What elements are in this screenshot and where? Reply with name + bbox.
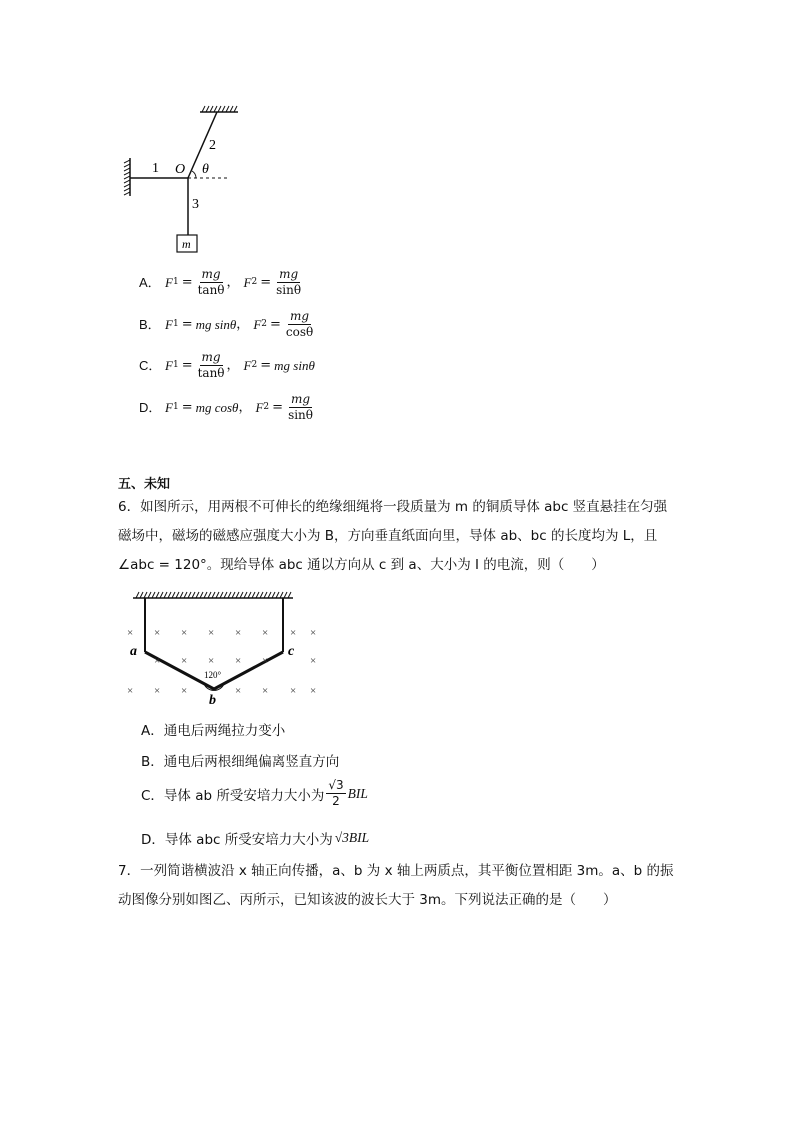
field-cross-mark: × (181, 685, 188, 697)
field-cross-mark: × (154, 655, 161, 667)
q5-option-d[interactable]: D． F 1 = mg cosθ ， F 2 = $\frac{mg}{\sin\theta}$ (139, 392, 314, 423)
hatch-mark (180, 592, 183, 598)
fig2-label-b: b (209, 693, 216, 708)
hatch-mark (224, 592, 227, 598)
fig1-label-m: m (182, 237, 191, 251)
hatch-mark (260, 592, 263, 598)
field-cross-mark: × (208, 627, 215, 639)
hatch-mark (248, 592, 251, 598)
hatch-mark (200, 592, 203, 598)
fig1-label-3: 3 (192, 197, 199, 212)
hatch-mark (192, 592, 195, 598)
hatch-mark (216, 592, 219, 598)
field-cross-mark: × (262, 685, 269, 697)
fig1-label-theta: θ (202, 162, 209, 177)
q5-d-frac-2: $\frac{mg}{\sin\theta}$ (288, 392, 314, 423)
hatch-mark (152, 592, 155, 598)
fig1-label-1: 1 (152, 161, 159, 176)
field-cross-mark: × (290, 627, 297, 639)
figure-string-mass (120, 100, 250, 260)
hatch-mark (256, 592, 259, 598)
q6-line-2: 磁场中，磁场的磁感应强度大小为 B，方向垂直纸面向里，导体 ab、bc 的长度均为 L，且 (118, 528, 658, 544)
hatch-mark (168, 592, 171, 598)
hatch-mark (276, 592, 279, 598)
hatch-mark (232, 592, 235, 598)
q6-option-d[interactable]: D．导体 abc 所受安培力大小为 √3BIL (141, 830, 370, 848)
hatch-mark (156, 592, 159, 598)
hatch-mark (172, 592, 175, 598)
hatch-mark (136, 592, 139, 598)
hatch-mark (196, 592, 199, 598)
field-cross-mark: × (181, 655, 188, 667)
q5-c-frac-1: $\frac{mg}{\tan\theta}$ (197, 350, 225, 381)
fig2-label-a: a (130, 644, 137, 659)
hatch-mark (280, 592, 283, 598)
q6-option-a[interactable]: A．通电后两绳拉力变小 (141, 723, 286, 739)
fig2-angle-label: 120° (204, 670, 222, 680)
q6-option-b[interactable]: B．通电后两根细绳偏离竖直方向 (141, 754, 340, 770)
hatch-mark (160, 592, 163, 598)
hatch-mark (208, 592, 211, 598)
q5-a-frac-2: $\frac{mg}{\sin\theta}$ (276, 267, 302, 298)
hatch-mark (252, 592, 255, 598)
q7-line-1: 7．一列简谐横波沿 x 轴正向传播，a、b 为 x 轴上两质点，其平衡位置相距 3m。a、b 的振 (118, 863, 674, 879)
hatch-mark (236, 592, 239, 598)
field-cross-mark: × (262, 627, 269, 639)
field-cross-mark: × (310, 627, 317, 639)
field-cross-mark: × (235, 685, 242, 697)
field-cross-mark: × (127, 627, 134, 639)
q6-line-1: 6．如图所示，用两根不可伸长的绝缘细绳将一段质量为 m 的铜质导体 abc 竖直悬挂在匀强 (118, 499, 668, 515)
q5-option-b[interactable]: B． F 1 = mg sinθ ， F 2 = $\frac{mg}{\cos\theta}$ (139, 309, 314, 340)
figure-conductor-field (118, 588, 328, 708)
q5-b-frac-2: $\frac{mg}{\cos\theta}$ (285, 309, 314, 340)
q6-stem (118, 493, 678, 580)
field-cross-mark: × (154, 627, 161, 639)
hatch-mark (220, 592, 223, 598)
field-cross-mark: × (181, 627, 188, 639)
hatch-mark (272, 592, 275, 598)
hatch-mark (140, 592, 143, 598)
fig1-label-O: O (175, 162, 186, 177)
field-cross-mark: × (290, 685, 297, 697)
q5-option-a[interactable]: A． F 1 = $\frac{mg}{\tan\theta}$ ， F 2 = $\frac{mg}{\sin\theta}$ (139, 267, 302, 298)
hatch-mark (184, 592, 187, 598)
hatch-mark (148, 592, 151, 598)
field-cross-mark: × (235, 627, 242, 639)
hatch-mark (144, 592, 147, 598)
hatch-mark (240, 592, 243, 598)
hatch-mark (264, 592, 267, 598)
fig1-label-2: 2 (209, 138, 216, 153)
q7-stem (118, 857, 678, 915)
hatch-mark (204, 592, 207, 598)
q7-line-2: 动图像分别如图乙、丙所示，已知该波的波长大于 3m。下列说法正确的是（ ） (118, 892, 617, 908)
q5-option-c[interactable]: C． F 1 = $\frac{mg}{\tan\theta}$ ， F 2 = mg sinθ (139, 350, 315, 381)
hatch-mark (176, 592, 179, 598)
field-cross-mark: × (154, 685, 161, 697)
q6-line-3: ∠abc = 120°。现给导体 abc 通以方向从 c 到 a、大小为 I 的电流，则（ ） (118, 557, 605, 573)
hatch-mark (164, 592, 167, 598)
field-cross-mark: × (310, 655, 317, 667)
field-cross-mark: × (310, 685, 317, 697)
hatch-mark (228, 592, 231, 598)
q5-a-frac-1: $\frac{mg}{\tan\theta}$ (197, 267, 225, 298)
hatch-mark (284, 592, 287, 598)
hatch-mark (212, 592, 215, 598)
field-cross-mark: × (262, 655, 269, 667)
field-cross-mark: × (127, 685, 134, 697)
fig2-label-c: c (288, 644, 295, 659)
hatch-mark (188, 592, 191, 598)
hatch-mark (288, 592, 291, 598)
hatch-mark (244, 592, 247, 598)
hatch-mark (268, 592, 271, 598)
section-title: 五、未知 (118, 476, 171, 491)
field-cross-mark: × (208, 655, 215, 667)
field-cross-mark: × (235, 655, 242, 667)
q6-c-frac: $\frac{√3}{2}$ (328, 778, 344, 809)
q6-option-c[interactable]: C．导体 ab 所受安培力大小为 $\frac{√3}{2}$ BIL (141, 778, 368, 809)
